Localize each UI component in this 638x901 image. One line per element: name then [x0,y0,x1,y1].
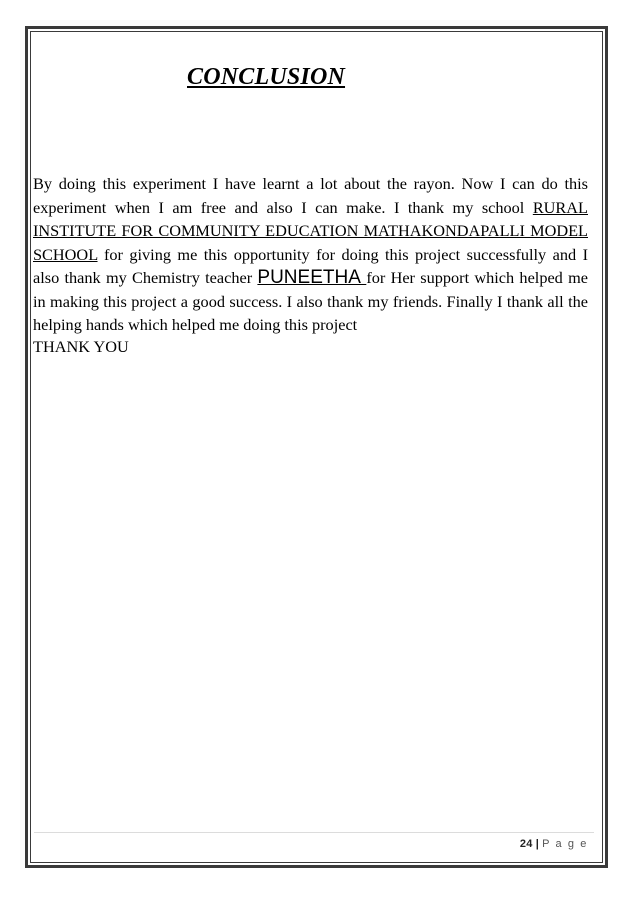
conclusion-paragraph [33,172,588,337]
paragraph-text: By doing this experiment I have learnt a lot about the rayon. Now I can do this experiment when I am free and also I can make. I thank my school [33,174,588,217]
footer-divider [34,832,594,833]
teacher-name: PUNEETHA [257,267,367,288]
paragraph-text: for giving me this opportunity for doing this project successfully and I also thank my Chemistry teacher [33,244,588,287]
page-border [25,26,608,868]
page-label: P a g e [542,838,588,850]
school-name: RURAL INSTITUTE FOR COMMUNITY EDUCATION MATHAKONDAPALLI MODEL SCHOOL [33,197,588,264]
footer-separator: | [535,838,540,850]
closing-text: THANK YOU [33,337,129,356]
page-footer [520,838,588,850]
page-title: CONCLUSION [187,64,346,90]
paragraph-text: for Her support which helped me in making this project a good success. I also thank my friends. Finally I thank all the helping hands which helped me doing this project [33,268,588,334]
page-number: 24 [519,838,533,850]
